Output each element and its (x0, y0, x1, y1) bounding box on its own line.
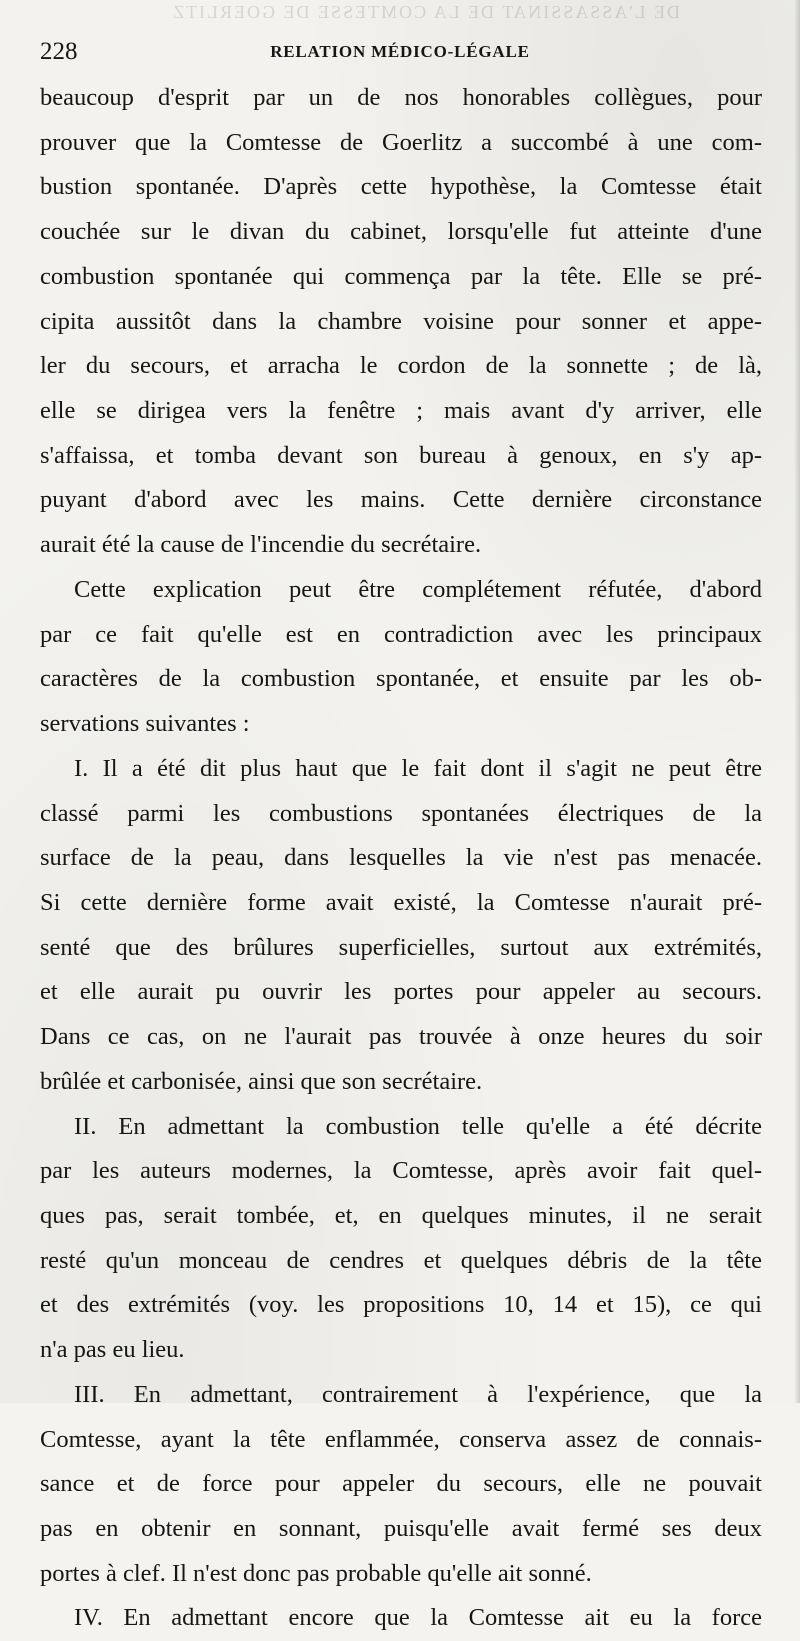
text-line: ler du secours, et arracha le cordon de la sonnette ; de là, (40, 352, 762, 380)
text-line: prouver que la Comtesse de Goerlitz a succombé à une com- (40, 128, 762, 156)
text-line: senté que des brûlures superficielles, surtout aux extrémités, (40, 933, 762, 961)
text-line: n'a pas eu lieu. (40, 1336, 185, 1364)
text-line: classé parmi les combustions spontanées électriques de la (40, 799, 762, 827)
text-line: caractères de la combustion spontanée, et ensuite par les ob- (40, 665, 762, 693)
text-line: combustion spontanée qui commença par la tête. Elle se pré- (40, 262, 762, 290)
text-line: resté qu'un monceau de cendres et quelques débris de la tête (40, 1246, 762, 1274)
text-line: portes à clef. Il n'est donc pas probable qu'elle ait sonné. (40, 1559, 592, 1587)
text-line: Comtesse, ayant la tête enflammée, conserva assez de connais- (40, 1425, 762, 1453)
text-line: III. En admettant, contrairement à l'expérience, que la (74, 1380, 762, 1408)
text-line: elle se dirigea vers la fenêtre ; mais avant d'y arriver, elle (40, 397, 762, 425)
text-line: servations suivantes : (40, 710, 250, 738)
text-line: ques pas, serait tombée, et, en quelques minutes, il ne serait (40, 1201, 762, 1229)
text-line: brûlée et carbonisée, ainsi que son secrétaire. (40, 1067, 483, 1095)
text-line: et des extrémités (voy. les propositions 10, 14 et 15), ce qui (40, 1291, 762, 1319)
page-edge-shadow (794, 0, 800, 1403)
text-line: par ce fait qu'elle est en contradiction avec les principaux (40, 620, 762, 648)
text-line: Dans ce cas, on ne l'aurait pas trouvée à onze heures du soir (40, 1023, 762, 1051)
text-line: et elle aurait pu ouvrir les portes pour appeler au secours. (40, 978, 762, 1006)
page-header (40, 36, 760, 68)
text-line: puyant d'abord avec les mains. Cette dernière circonstance (40, 486, 762, 514)
text-line: couchée sur le divan du cabinet, lorsqu'elle fut atteinte d'une (40, 218, 762, 246)
text-line: aurait été la cause de l'incendie du secrétaire. (40, 531, 482, 559)
text-line: IV. En admettant encore que la Comtesse ait eu la force (74, 1604, 762, 1632)
body-text (40, 76, 762, 1641)
running-title: RELATION MÉDICO-LÉGALE (270, 42, 530, 61)
text-line: Si cette dernière forme avait existé, la Comtesse n'aurait pré- (40, 888, 762, 916)
text-line: pas en obtenir en sonnant, puisqu'elle avait fermé ses deux (40, 1515, 762, 1542)
text-line: sance et de force pour appeler du secours, elle ne pouvait (40, 1470, 762, 1498)
bleed-through-text: DE L'ASSASSINAT DE LA COMTESSE DE GOERLITZ (171, 2, 680, 22)
text-line: par les auteurs modernes, la Comtesse, après avoir fait quel- (40, 1157, 762, 1185)
text-line: Cette explication peut être complétement réfutée, d'abord (74, 575, 762, 603)
text-line: beaucoup d'esprit par un de nos honorables collègues, pour (40, 84, 762, 111)
text-line: surface de la peau, dans lesquelles la vie n'est pas menacée. (40, 844, 762, 872)
page-number: 228 (40, 38, 78, 65)
text-line: s'affaissa, et tomba devant son bureau à genoux, en s'y ap- (40, 441, 762, 469)
text-line: I. Il a été dit plus haut que le fait dont il s'agit ne peut être (74, 754, 762, 782)
text-line: II. En admettant la combustion telle qu'elle a été décrite (74, 1112, 762, 1140)
text-line: cipita aussitôt dans la chambre voisine pour sonner et appe- (40, 307, 762, 335)
text-line: bustion spontanée. D'après cette hypothèse, la Comtesse était (40, 173, 762, 201)
